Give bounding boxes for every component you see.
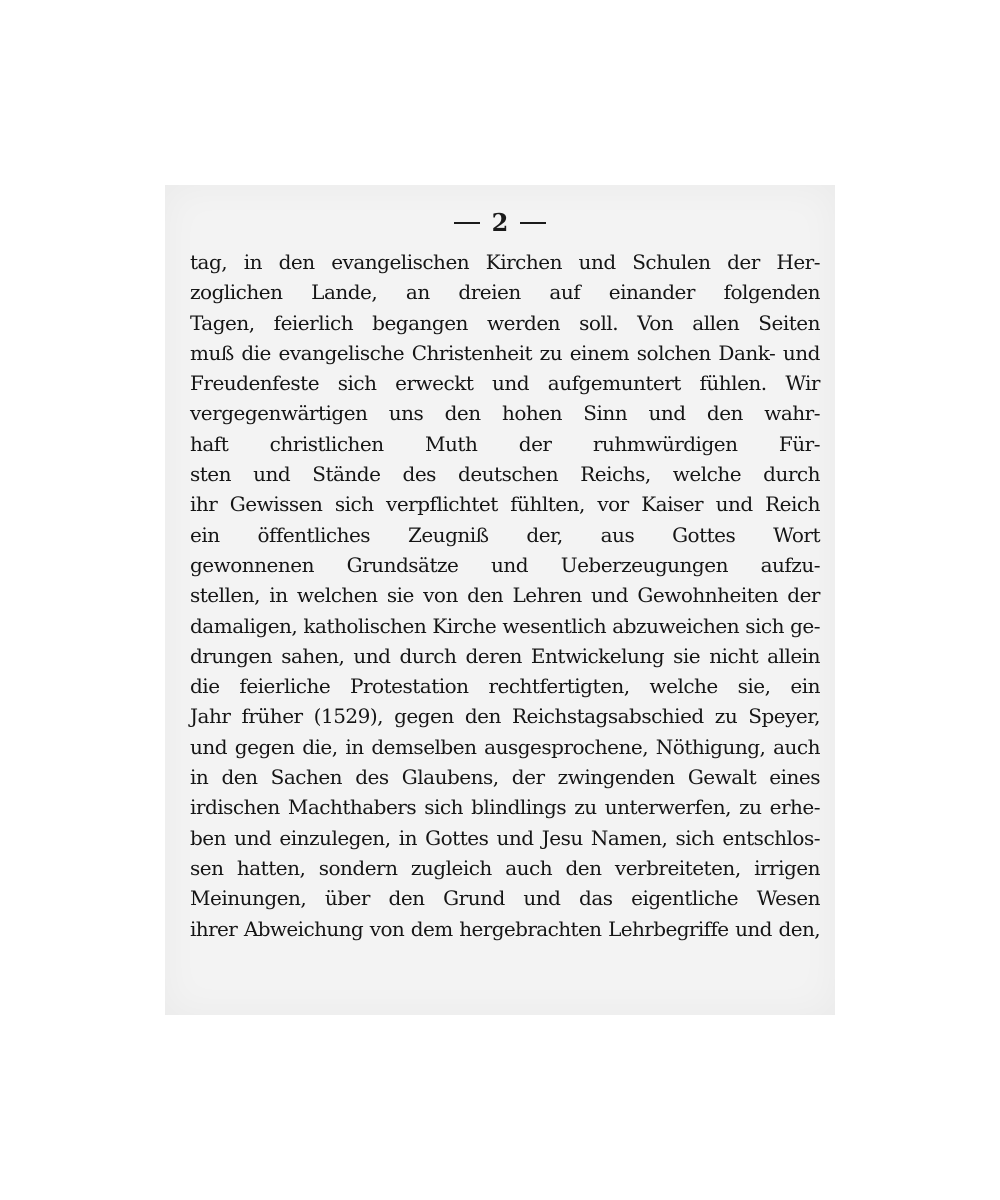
text-line: in den Sachen des Glaubens, der zwingenden Gewalt eines: [190, 765, 820, 790]
text-line: drungen sahen, und durch deren Entwickelung sie nicht allein: [190, 643, 820, 668]
text-line: Freudenfeste sich erweckt und aufgemuntert fühlen. Wir: [190, 371, 820, 396]
text-line: sten und Stände des deutschen Reichs, welche durch: [190, 462, 820, 487]
text-line: und gegen die, in demselben ausgesprochene, Nöthigung, auch: [190, 734, 820, 759]
text-line: die feierliche Protestation rechtfertigten, welche sie, ein: [190, 674, 820, 699]
text-line: Tagen, feierlich begangen werden soll. Von allen Seiten: [190, 310, 820, 335]
text-line: stellen, in welchen sie von den Lehren und Gewohnheiten der: [190, 583, 820, 608]
book-page: [165, 185, 835, 1015]
text-line: zoglichen Lande, an dreien auf einander folgenden: [190, 280, 820, 305]
text-line: tag, in den evangelischen Kirchen und Schulen der Her-: [190, 250, 820, 274]
text-line: Jahr früher (1529), gegen den Reichstagsabschied zu Speyer,: [190, 704, 820, 729]
text-line: irdischen Machthabers sich blindlings zu unterwerfen, zu erhe-: [190, 795, 820, 820]
text-line: vergegenwärtigen uns den hohen Sinn und den wahr-: [190, 401, 820, 426]
text-line: sen hatten, sondern zugleich auch den verbreiteten, irrigen: [190, 855, 820, 880]
page-body: [190, 247, 820, 944]
header-dash-right: [520, 222, 546, 224]
text-line: ben und einzulegen, in Gottes und Jesu Namen, sich entschlos-: [190, 825, 820, 850]
text-line: ihr Gewissen sich verpflichtet fühlten, vor Kaiser und Reich: [190, 492, 820, 517]
text-line: haft christlichen Muth der ruhmwürdigen Für-: [190, 431, 820, 456]
text-line: damaligen, katholischen Kirche wesentlich abzuweichen sich ge-: [190, 613, 820, 638]
text-line: muß die evangelische Christenheit zu einem solchen Dank- und: [190, 340, 820, 365]
text-line: ihrer Abweichung von dem hergebrachten Lehrbegriffe und den,: [190, 916, 820, 941]
text-line: ein öffentliches Zeugniß der, aus Gottes Wort: [190, 522, 820, 547]
header-dash-left: [454, 222, 480, 224]
page-number: 2: [491, 208, 509, 237]
text-line: gewonnenen Grundsätze und Ueberzeugungen aufzu-: [190, 552, 820, 577]
page-header: [165, 207, 835, 237]
text-line: Meinungen, über den Grund und das eigentliche Wesen: [190, 886, 820, 911]
